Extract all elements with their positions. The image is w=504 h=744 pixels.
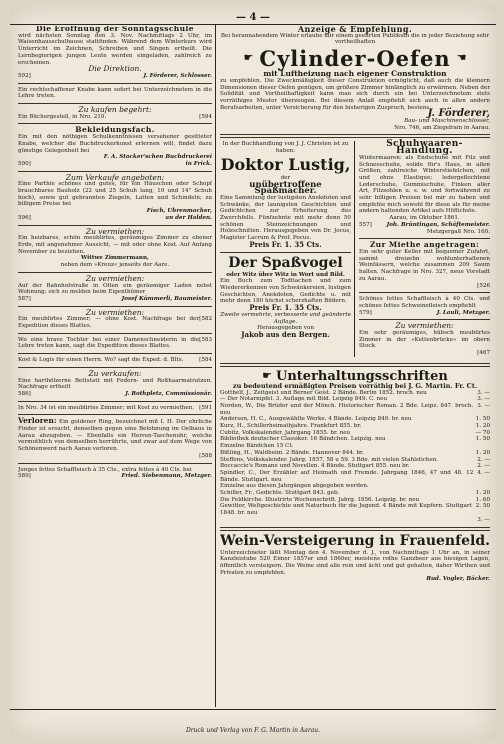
ad-number: 587] xyxy=(18,295,31,302)
ad-address: Metzgergaß Nro. 160. xyxy=(426,228,490,235)
literature-item-price: — 70 xyxy=(475,429,490,436)
stove-subtitle: mit Luftheizung nach eigener Construktion xyxy=(263,69,447,79)
book-title: Doktor Lustig, xyxy=(220,154,351,174)
ad-place: neben dem »Kreuz« jenseits der Aare. xyxy=(60,262,170,269)
ad-body: Wo eine brave Tochter bei einer Damenschneiderin in die Lehre treten kann, sagt die Expedition dieses Blattes. xyxy=(18,336,200,350)
ad-title: Zu vermiethen: xyxy=(85,307,145,317)
stove-title: Cylinder-Oefen xyxy=(259,46,451,72)
literature-item-price: 3. — xyxy=(477,516,490,523)
ad-apprentice xyxy=(18,87,212,100)
literature-item xyxy=(220,450,490,457)
ad-printing-apprentice xyxy=(18,127,212,167)
ad-tailor-apprentice xyxy=(18,337,212,350)
literature-title: Unterhaltungsschriften xyxy=(276,368,448,384)
ad-shoe-shop xyxy=(359,141,490,235)
ad-title: Zu vermiethen: xyxy=(85,226,145,236)
ad-title: Zu verkaufen: xyxy=(88,368,142,378)
ad-bed-sale xyxy=(18,368,212,398)
ad-title: Zu vermiethen: xyxy=(395,321,454,331)
literature-item-text: Schiller, Fr., Gedichte. Stuttgart 843. geb. xyxy=(220,490,340,497)
ad-address: Nro. 746, am Ziegelrain in Aarau. xyxy=(394,124,490,131)
literature-item xyxy=(220,423,490,430)
literature-item-text: Boccaccio's Romane und Novellen. 4 Bände. Stuttgart 855. neu br. xyxy=(220,463,410,470)
literature-item-price: 1. 50 xyxy=(475,436,490,443)
ad-number: 596] xyxy=(18,214,31,221)
ad-header: Anzeige & Empfehlung. xyxy=(297,26,413,34)
ad-wanted xyxy=(18,107,212,120)
literature-item-text: Steffens, Volkskalender. Jahrg. 1857, 58 u 59. 3 Bde. mit vielen Stahlstichen. xyxy=(220,456,439,463)
book2-publisher-label: Herausgegeben von xyxy=(257,325,314,332)
ad-body: In Nro. 34 ist ein meublirtes Zimmer; mit Kost zu vermiethen. xyxy=(18,404,195,411)
ad-number: 589] xyxy=(18,473,31,480)
ad-body: Ein rechtschaffener Knabe kann sofort bei Unterzeichnetem in die Lehre treten. xyxy=(18,86,212,100)
ad-body: Ein sehr geräumiges, hübsch meublirtes Zimmer in der »Kettenbrücke« im obern Stock. xyxy=(359,330,490,350)
imprint: Druck und Verlag von F. G. Martin in Aarau. xyxy=(185,727,321,734)
ad-body: Ein goldener Ring, bezeichnet mit I. H. Der ehrliche Finder ist ersucht, denselben gegen eine Belohnung im Oelhaus in Aarau abzugeben. — Ebenfalls ein Herren-Taschenuhr, welche vermuthlich von demselben herrührte, und zwar auf dem Wege von Schönenwerd nach Aarau verloren. xyxy=(18,419,212,453)
ad-number: [588 xyxy=(199,452,212,459)
literature-item-text: Bißling, H., Waldheim. 2 Bände. Hannover 844. br. xyxy=(220,449,364,456)
literature-item xyxy=(220,463,490,470)
ad-place: in Frick. xyxy=(185,160,212,167)
ad-body: Eine Parthie schönes und gutes, für ein Häuschen oder Schopf brauchbares Bauholz (22 und 25 Schuh lang, 10 und 14" Schuh hoch), sowie gut gebrannten Ziegeln, Latten und Schindeln; zu billigem Preise bei xyxy=(18,181,212,208)
book-article: der xyxy=(280,174,291,181)
ad-signature: J. Rothpletz, Commissionär. xyxy=(125,390,212,397)
ad-cellar-rent xyxy=(359,242,490,289)
ad-title: Bekleidungsfach. xyxy=(75,125,155,135)
literature-item-text: Die Feldkirche. Illustrirte Wochenschrift. Jahrg. 1856. Leipzig. br. neu xyxy=(220,496,420,503)
literature-item-text: Einzelne aus diesen Jahrgängen abgegeben werden. xyxy=(220,483,369,490)
literature-item-text: Kurz, H., Schillerheimathjahre. Frankfurt 855. br. xyxy=(220,423,362,430)
ad-body: Ein Büchergestell, in Nro. 210. xyxy=(18,113,107,120)
literature-item xyxy=(220,416,490,423)
literature-item xyxy=(220,457,490,464)
page-number: — 4 — xyxy=(236,12,270,23)
left-column xyxy=(18,26,212,702)
book-subtitle: unübertroffene Spaßmacher. xyxy=(249,179,322,197)
ad-number: [467 xyxy=(477,350,490,357)
ad-number: [582 xyxy=(199,316,212,323)
ad-body: Wintermaaren: als Endschuhe mit Filz und Schneeschuhe, solide für's Haus, in allen Größen, zahlreiche Winterstiefelchen, mit und ohne Elastique; ledergeflochtene Lederschuhe, Gummischuhe, Finken aller Art, Filzsohlen u. s. w. und fortwährend zu sehr billigen Preisen bei mir zu haben und empfehle mich sowohl für diese als für meine andern haltenden Artikel aufs Höflichste. xyxy=(359,154,490,215)
literature-item xyxy=(220,430,490,437)
ad-body: wird nächsten Sonntag den 3. Nov. Nachmittags 2 Uhr, im Waisenhausschulhause stattfinden. Während dem Winterkurs wird Unterricht im Zeichnen, Schreiben und Singen ertheilt. Die Lernbegierigen jungen Leute werden eingeladen, zahlreich zu erscheinen. xyxy=(18,32,212,66)
literature-item-price: 2. — xyxy=(477,463,490,470)
literature-item-text: Norden, W., Die Brüder und der Mönch. Historischer Roman. 2 Bde. Leipz. 847. broch. neu xyxy=(220,402,474,416)
ad-title: Zum Verkaufe angeboten: xyxy=(65,172,165,182)
ad-number: 586] xyxy=(18,390,31,397)
literature-item xyxy=(220,470,490,483)
ad-number: 592] xyxy=(18,72,31,79)
literature-item xyxy=(220,517,490,524)
ad-number: [591 xyxy=(199,404,212,411)
literature-item-price: 3. — xyxy=(477,389,490,396)
literature-item-price: 3. — xyxy=(477,396,490,403)
ad-body: Ein sehr guter Keller mit bequemer Zufahrt, sammt dreizehn wohlunterhaltenen Weinfässern, welche zusammen 209 Saum halten. Nachfrage in Nro. 327, neue Vorstadt zu Aarau. xyxy=(359,248,490,282)
ad-furnished-room xyxy=(18,307,212,330)
literature-item xyxy=(220,483,490,490)
literature-item-price: 4. — xyxy=(477,469,490,476)
ad-number: [526 xyxy=(477,282,490,289)
ad-number: 590] xyxy=(18,160,31,167)
ad-wine-auction xyxy=(220,534,490,584)
ad-title: Die Eröffnung der Sonntagsschule xyxy=(36,26,194,33)
literature-list xyxy=(220,390,490,524)
literature-item-text: Einzelne Bändchen 15 Ct. xyxy=(220,443,294,450)
ad-room-bridge xyxy=(359,323,490,357)
ad-number: 557] xyxy=(359,221,372,228)
literature-item-text xyxy=(220,517,473,524)
ad-room-with-board xyxy=(18,405,212,412)
ad-body: Schönes fettes Schaffleisch à 40 Cts. und schönes fettes Schweinefleisch empfiehlt xyxy=(359,296,490,309)
ad-title: Zur Miethe angetragen: xyxy=(369,240,480,250)
literature-item xyxy=(220,390,490,397)
ad-shop-rent xyxy=(18,273,212,303)
ad-lost-ring xyxy=(18,418,212,459)
literature-item-text: Gotthelf, J., Zeitgeist und Berner Geist. 2 Bände. Berlin 1852. broch. neu xyxy=(220,389,427,396)
literature-item xyxy=(220,396,490,403)
ad-body: Ein heizbares, schön meublirtes, geräumiges Zimmer zu ebener Erde, mit angenehmer Aussicht, — mit oder ohne Kost. Auf Anfang November zu beziehen. xyxy=(18,235,212,255)
ad-signature: Rud. Vogler, Bäcker. xyxy=(426,576,490,583)
literature-item-text: Cubitz, Volkskalender. Jahrgang 1855. br. neu xyxy=(220,429,351,436)
literature-item xyxy=(220,497,490,504)
pointing-hand-left-icon: ☚ xyxy=(456,51,467,65)
ad-signature: F. A. Stocker'schen Buchdruckerei xyxy=(103,154,212,161)
ad-title: Verloren: xyxy=(18,416,57,426)
ad-signature: J. Förderer, Schlosser. xyxy=(143,72,212,79)
ad-body: Unterzeichneter läßt Montag den 4. November d. J., von Nachmittags 1 Uhr an, in seiner Kanzleistube 520 Eimer 1857er und 1860er, meistens rothe Ganzbeer aus hiesigen Lagen, öffentlich versteigern. Die Weine sind alle rein und ächt und gut gehalten, daher Wirthen und Privaten zu empfehlen. xyxy=(220,549,490,576)
book2-price: Preis Fr. 1. 35 Cts. xyxy=(249,303,322,313)
literature-item-price: 2. — xyxy=(477,456,490,463)
ad-signature-title: Bau- und Maschinenschlosser, xyxy=(404,118,490,125)
bottom-rule xyxy=(10,709,496,710)
literature-item xyxy=(220,490,490,497)
ad-body: Ein meublirtes Zimmer; — ohne Kost. Nachfrage bei der Expedition dieses Blattes. xyxy=(18,316,200,330)
literature-item-text: Spindler, C., Der Erzähler auf Heimath und Fremde. Jahrgang 1846, 47 und 48. 12 Bände. Stuttgart. neu xyxy=(220,469,474,483)
newspaper-page xyxy=(10,6,496,738)
pointing-hand-icon: ☛ xyxy=(243,51,254,65)
ad-number: [583 xyxy=(199,336,212,343)
literature-item-price: 1. 60 xyxy=(475,496,490,503)
ad-room-rent xyxy=(18,226,212,269)
book-price: Preis Fr. 1. 35 Cts. xyxy=(249,239,322,249)
ad-number: [594 xyxy=(199,113,212,120)
literature-item-price: 3. — xyxy=(477,402,490,409)
ad-body: Ein mit den nöthigen Schulkenntnissen versehener gesitteter Knabe, welcher die Buchdruckerkunst erlernen will, findet dazu günstige Gelegenheit bei xyxy=(18,134,212,154)
ad-books xyxy=(220,141,355,356)
literature-item xyxy=(220,443,490,450)
book2-title: Der Spaßvogel xyxy=(228,254,343,271)
ad-body: Auf der Bahnhofstraße in Olten ein geräumiger Laden nebst Wohnung; sich zu melden beim Eigenthümer xyxy=(18,282,212,296)
ad-body: Eine harthölzerne Bettstatt mit Federn- und Roßhaarmatratzen. Nachfrage ertheilt xyxy=(18,377,212,391)
literature-item xyxy=(220,503,490,516)
ad-signature: Joh. Brüntingan, Schäftemeister. xyxy=(386,221,490,228)
ad-body: zu empfehlen. Die Zweckmäßigkeit dieser Construktion ermöglicht, daß auch die kleinern Dimensionen dieser Oefen genügen, um größere Zimmer hinlänglich zu erwärmen. Neben der Solidität und Vortheilhaftigkeit kann man sich durch ein bei Unterzeichnetem stets vorräthiges Muster überzeugen. Bei diesem Anlaß empfiehlt sich auch in allen andern Berufsarbeiten, unter Versicherung für den bisherigen Zuspruch, bestens xyxy=(220,77,490,111)
literature-item xyxy=(220,436,490,443)
literature-item-text: Bibliothek deutscher Classiker. 16 Bändchen. Leipzig. neu xyxy=(220,436,386,443)
ad-body: Junges fettes Schaffleisch à 35 Cts., extra fettes à 40 Cts. bei xyxy=(18,466,192,473)
column-divider xyxy=(215,25,216,707)
ad-literature xyxy=(220,370,490,524)
book2-edition: Zweite vermehrte, verbesserte und geänderte Auflage. xyxy=(220,311,351,325)
ad-signature-label: Die Direktion. xyxy=(88,64,142,74)
ad-title: Schuhwaaren-Handlung. xyxy=(386,139,463,157)
top-rule xyxy=(10,24,496,25)
ad-signature: Josef Kümmerli, Baumeister. xyxy=(121,295,212,302)
literature-item-text: Gewitter, Weltgeschichte und Naturbuch für die Jugend. 4 Bände mit Kupfern. Stuttgart 1848. br. neu xyxy=(220,503,472,517)
literature-item-price: 1. 20 xyxy=(475,490,490,497)
ad-board-lodging xyxy=(18,357,212,364)
ad-number: [584 xyxy=(199,357,212,364)
ad-title: Zu kaufen begehrt: xyxy=(78,105,152,115)
book2-description: Ein Buch zum Todtlachen und zum Wiedererkennen von Schwänkereien, lustigen Geschichten, Anekdoten, Gedichte u. mit mehr denn 180 höchst scherzhaften Bildern. xyxy=(220,278,351,305)
ad-body: Kost & Logis für einen Herrn. Wo? sagt die Exped. d. Blts. xyxy=(18,357,184,364)
ad-meat xyxy=(359,296,490,316)
literature-item-text: — Der Notarnipfel. 3. Auflage mit Bild. Leipzig 849. C. neu xyxy=(220,396,388,403)
book2-publisher: Jakob aus den Bergen. xyxy=(241,329,330,339)
pointing-hand-icon: ☛ xyxy=(262,368,273,382)
ad-signature: Fisch, Uhrenmacher, xyxy=(146,208,212,215)
ad-mutton xyxy=(18,467,212,480)
book-intro: In der Buchhandlung von J. J. Christen ist zu haben: xyxy=(222,141,349,155)
literature-item-price: 2. 50 xyxy=(475,503,490,510)
ad-signature: J. Lauli, Metzger. xyxy=(436,309,490,316)
ad-place: an der Halden. xyxy=(165,214,212,221)
ad-intro: Bei herannahendem Winter erlaube mir einem geehrten Publikum die in jeder Beziehung sehr vortheilhaften xyxy=(220,32,490,46)
right-column xyxy=(220,26,490,702)
book-description: Eine Sammlung der lustigsten Anekdoten und Schwänke, der launigsten Geschichten und Gedichtchen zur Erheiterung des Zwerchfells. Fünfzehnte mit mehr denn 50 schönen Steinzeichnungen und Holzschnitten. Herausgegeben von Dr. Jocus, Magister Lacrum & Prof. Pocus. xyxy=(220,194,351,242)
ad-signature: Wittwe Zimmermann, xyxy=(81,255,149,262)
ad-signature: J. Förderer, xyxy=(427,108,490,120)
ad-stove-offer xyxy=(220,26,490,131)
literature-item-price: 1. 20 xyxy=(475,423,490,430)
ad-signature: Fried. Siebenmann, Metzger. xyxy=(121,473,212,480)
literature-item-price: 1. 50 xyxy=(475,416,490,423)
literature-item-text: Anderson, H. C., Ausgewählte Werke. 4 Bände. Leipzig 849. br. neu xyxy=(220,416,412,423)
ad-timber-sale xyxy=(18,172,212,222)
ad-title: Zu vermiethen: xyxy=(85,273,145,283)
book2-subtitle: oder Witz über Witz in Wort und Bild. xyxy=(226,271,345,278)
ad-sunday-school xyxy=(18,26,212,80)
literature-subtitle: zu bedeutend ermäßigten Preisen vorräthig bei J. G. Martin. Fr. Ct. xyxy=(232,381,478,390)
ad-number: 579] xyxy=(359,309,372,316)
literature-item xyxy=(220,403,490,416)
literature-item-price: 1. 20 xyxy=(475,449,490,456)
wine-title: Wein-Versteigerung in Frauenfeld. xyxy=(220,532,490,549)
ad-date: Aarau, im Oktober 1861. xyxy=(389,215,460,222)
